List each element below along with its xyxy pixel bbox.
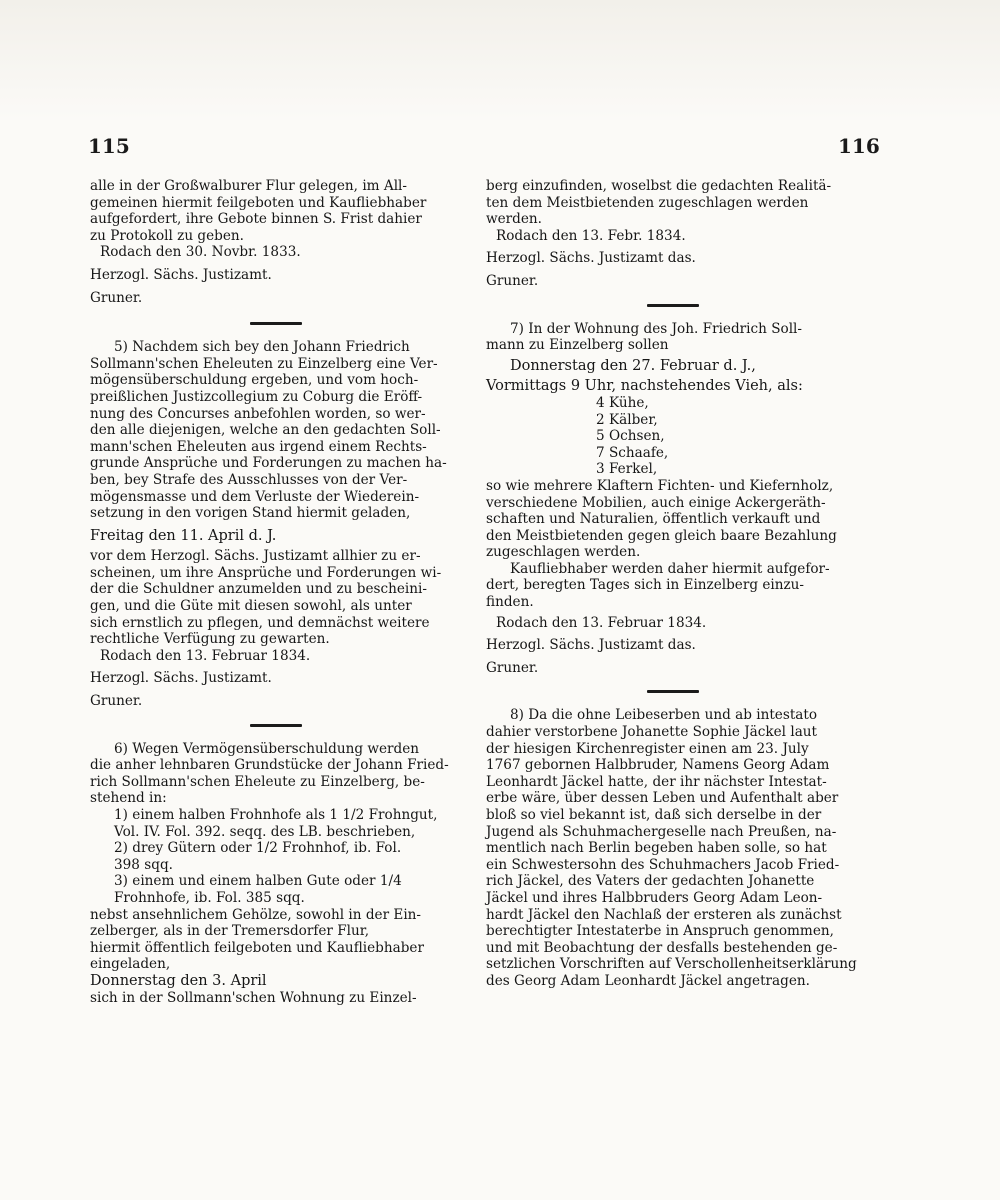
text-line: Jugend als Schuhmachergeselle nach Preußen, na- (486, 823, 837, 840)
text-line: schaften und Naturalien, öffentlich verkauft und (486, 511, 821, 528)
text-line: gen, und die Güte mit diesen sowohl, als unter (90, 598, 412, 615)
text-line: zelberger, als in der Tremersdorfer Flur, (90, 923, 370, 940)
text-line: der die Schuldner anzumelden und zu bescheini- (90, 581, 427, 598)
signature-name: Gruner. (90, 693, 143, 710)
text-line: der hiesigen Kirchenregister einen am 23. July (486, 740, 809, 757)
list-item: 4 Kühe, (596, 394, 649, 411)
text-line: grunde Ansprüche und Forderungen zu machen ha- (90, 455, 447, 472)
list-item: 2 Kälber, (596, 411, 658, 428)
text-line: hiermit öffentlich feilgeboten und Kaufliebhaber (90, 939, 424, 956)
text-line: sich ernstlich zu pflegen, und demnächst weitere (90, 614, 430, 631)
list-item: 3 Ferkel, (596, 461, 658, 478)
section-divider (250, 322, 302, 325)
text-line: werden. (486, 211, 543, 228)
signature-office: Herzogl. Sächs. Justizamt das. (486, 250, 696, 267)
text-line: scheinen, um ihre Ansprüche und Forderungen wi- (90, 564, 442, 581)
text-line: dert, beregten Tages sich in Einzelberg einzu- (486, 577, 805, 594)
text-line: vor dem Herzogl. Sächs. Justizamt allhier zu er- (90, 548, 421, 565)
list-item: 7 Schaafe, (596, 444, 669, 461)
text-line: den alle diejenigen, welche an den gedachten Soll- (90, 422, 441, 439)
text-line: ben, bey Strafe des Ausschlusses von der Ver- (90, 471, 408, 488)
text-line: ten dem Meistbietenden zugeschlagen werden (486, 194, 809, 211)
text-line: rechtliche Verfügung zu gewarten. (90, 631, 330, 648)
text-line: rich Jäckel, des Vaters der gedachten Johanette (486, 873, 815, 890)
notice-7 (486, 321, 860, 677)
text-line: so wie mehrere Klaftern Fichten- und Kiefernholz, (486, 477, 834, 494)
notice-6 (90, 741, 462, 1007)
text-line: Jäckel und ihres Halbbruders Georg Adam Leon- (486, 889, 823, 906)
place-date: Rodach den 30. Novbr. 1833. (100, 244, 301, 261)
right-column (486, 178, 860, 990)
sale-date: Donnerstag den 27. Februar d. J., (510, 357, 756, 374)
left-column (90, 178, 462, 1006)
text-line: mentlich nach Berlin begeben haben solle, so hat (486, 840, 827, 857)
section-divider (250, 724, 302, 727)
text-line: aufgefordert, ihre Gebote binnen S. Frist dahier (90, 211, 422, 228)
text-line: eingeladen, (90, 956, 171, 973)
text-line: des Georg Adam Leonhardt Jäckel angetragen. (486, 972, 810, 989)
text-line: bloß so viel bekannt ist, daß sich derselbe in der (486, 807, 822, 823)
place-date: Rodach den 13. Februar 1834. (496, 614, 707, 631)
text-line: 3) einem und einem halben Gute oder 1/4 (114, 873, 402, 890)
text-line: berg einzufinden, woselbst die gedachten Realitä- (486, 178, 832, 194)
text-line: den Meistbietenden gegen gleich baare Bezahlung (486, 527, 837, 544)
text-line: alle in der Großwalburer Flur gelegen, im All- (90, 178, 407, 194)
place-date: Rodach den 13. Februar 1834. (100, 647, 311, 664)
text-line: stehend in: (90, 790, 167, 807)
text-line: die anher lehnbaren Grundstücke der Johann Fried- (90, 757, 449, 774)
text-line: Vol. IV. Fol. 392. seqq. des LB. beschrieben, (114, 823, 416, 840)
text-line: 8) Da die ohne Leibeserben und ab intestato (510, 707, 818, 724)
text-line: Frohnhofe, ib. Fol. 385 sqq. (114, 889, 305, 906)
text-line: sich in der Sollmann'schen Wohnung zu Einzel- (90, 989, 417, 1006)
text-line: setzung in den vorigen Stand hiermit geladen, (90, 505, 411, 522)
list-item: 5 Ochsen, (596, 428, 665, 445)
signature-office: Herzogl. Sächs. Justizamt. (90, 670, 272, 687)
text-line: nung des Concurses anbefohlen worden, so wer- (90, 405, 426, 422)
section-divider (647, 304, 699, 307)
text-line: 7) In der Wohnung des Joh. Friedrich Soll- (510, 320, 802, 337)
text-line: 6) Wegen Vermögensüberschuldung werden (114, 740, 420, 757)
hearing-date: Freitag den 11. April d. J. (90, 527, 277, 544)
text-line: nebst ansehnlichem Gehölze, sowohl in der Ein- (90, 906, 422, 923)
scan-shading (0, 0, 1000, 120)
text-line: ein Schwestersohn des Schuhmachers Jacob Fried- (486, 856, 840, 873)
signature-office: Herzogl. Sächs. Justizamt das. (486, 637, 696, 654)
text-line: verschiedene Mobilien, auch einige Ackergeräth- (486, 494, 826, 511)
text-line: hardt Jäckel den Nachlaß der ersteren als zunächst (486, 906, 842, 923)
text-line: zu Protokoll zu geben. (90, 227, 244, 244)
notice-5 (90, 339, 462, 709)
text-line: mann'schen Eheleuten aus irgend einem Rechts- (90, 438, 427, 455)
sale-time: Vormittags 9 Uhr, nachstehendes Vieh, als: (486, 378, 803, 395)
text-line: rich Sollmann'schen Eheleute zu Einzelberg, be- (90, 773, 425, 790)
text-line: dahier verstorbene Johanette Sophie Jäckel laut (486, 724, 818, 741)
intro-notice (90, 178, 462, 306)
sale-date: Donnerstag den 3. April (90, 972, 267, 989)
text-line: 5) Nachdem sich bey den Johann Friedrich (114, 339, 410, 356)
text-line: 1767 gebornen Halbbruder, Namens Georg Adam (486, 757, 830, 774)
text-line: gemeinen hiermit feilgeboten und Kaufliebhaber (90, 194, 427, 211)
notice-6-continued (486, 178, 860, 290)
text-line: zugeschlagen werden. (486, 544, 641, 561)
text-line: Leonhardt Jäckel hatte, der ihr nächster Intestat- (486, 773, 827, 790)
text-line: setzlichen Vorschriften auf Verschollenheitserklärung (486, 956, 857, 973)
text-line: mögensüberschuldung ergeben, und vom hoch- (90, 372, 419, 389)
text-line: finden. (486, 594, 534, 611)
text-line: Sollmann'schen Eheleuten zu Einzelberg eine Ver- (90, 355, 438, 372)
text-line: und mit Beobachtung der desfalls bestehenden ge- (486, 939, 838, 956)
text-line: 398 sqq. (114, 856, 173, 873)
place-date: Rodach den 13. Febr. 1834. (496, 227, 686, 244)
signature-office: Herzogl. Sächs. Justizamt. (90, 266, 272, 283)
section-divider (647, 690, 699, 693)
text-line: Kaufliebhaber werden daher hiermit aufgefor- (510, 560, 830, 577)
text-line: 1) einem halben Frohnhofe als 1 1/2 Frohngut, (114, 807, 438, 823)
text-line: 2) drey Gütern oder 1/2 Frohnhof, ib. Fol. (114, 840, 402, 857)
page-number-right: 116 (838, 134, 880, 158)
text-line: mögensmasse und dem Verluste der Wiederein- (90, 488, 420, 505)
livestock-list (486, 395, 860, 478)
signature-name: Gruner. (90, 289, 143, 306)
signature-name: Gruner. (486, 659, 539, 676)
signature-name: Gruner. (486, 272, 539, 289)
page-number-left: 115 (88, 134, 130, 158)
text-line: erbe wäre, über dessen Leben und Aufenthalt aber (486, 790, 839, 807)
text-line: mann zu Einzelberg sollen (486, 337, 669, 354)
text-line: berechtigter Intestaterbe in Anspruch genommen, (486, 923, 834, 940)
text-line: preißlichen Justizcollegium zu Coburg die Eröff- (90, 388, 423, 405)
notice-8 (486, 707, 860, 989)
